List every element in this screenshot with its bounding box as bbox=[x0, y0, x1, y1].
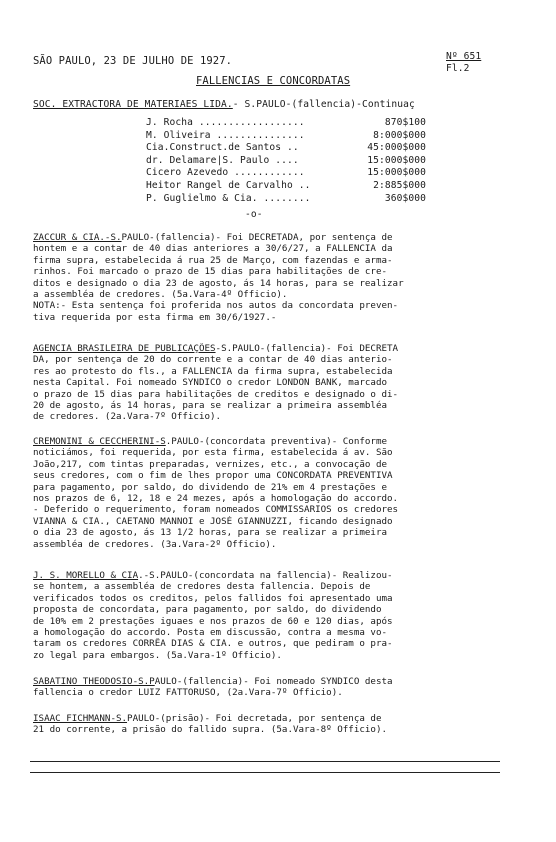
creditor-row bbox=[146, 180, 426, 193]
creditor-name: J. Rocha .................. bbox=[146, 117, 305, 128]
entry-text-line: rinhos. Foi marcado o prazo de 15 dias para habilitações de cre- bbox=[33, 266, 388, 278]
creditor-row bbox=[146, 130, 426, 143]
entry-party-name: ZACCUR & CIA.-S. bbox=[33, 232, 122, 243]
entry-text-line: o dia 23 de agosto, ás 13 1/2 horas, para se realizar a primeira bbox=[33, 527, 388, 539]
sheet-number: Fl.2 bbox=[446, 63, 470, 74]
document-date: SÃO PAULO, 23 DE JULHO DE 1927. bbox=[33, 55, 233, 67]
entry-text-line: fallencia o credor LUIZ FATTORUSO, (2a.Vara-7º Officio). bbox=[33, 687, 343, 699]
entry-paragraph bbox=[33, 570, 503, 661]
creditors-list bbox=[146, 117, 426, 205]
entry-text-line: se hontem, a assembléa de credores desta fallencia. Depois de bbox=[33, 581, 371, 593]
entry-text-line: 21 do corrente, a prisão do fallido supra. (5a.Vara-8º Officio). bbox=[33, 724, 388, 736]
creditor-amount: 15:000$000 bbox=[367, 154, 426, 166]
creditor-amount: 45:000$000 bbox=[367, 142, 426, 154]
entry-party-name: CREMONINI & CECCHERINI-S bbox=[33, 436, 166, 447]
entry-text-line: - Deferido o requerimento, foram nomeados COMMISSARIOS os credores bbox=[33, 504, 399, 516]
entry-heading-rest: -S.PAULO-(fallencia)- Foi DECRETA bbox=[215, 343, 399, 354]
entry-heading-rest: PAULO-(fallencia)- Foi DECRETADA, por sentença de bbox=[121, 232, 393, 243]
entry-heading-line bbox=[33, 676, 503, 687]
creditor-name: Cicero Azevedo ............ bbox=[146, 167, 305, 179]
entry-text-line: ditos e designado o dia 23 de agosto, ás 14 horas, para se realizar bbox=[33, 277, 404, 289]
entry-text-line: VIANNA & CIA., CAETANO MANNOI e JOSÉ GIANNUZZI, ficando designado bbox=[33, 515, 393, 527]
entry-text-line: nesta Capital. Foi nomeado SYNDICO o credor LONDON BANK, marcado bbox=[33, 377, 388, 389]
continuation-entry-heading bbox=[33, 99, 523, 110]
entry-heading-rest: .PAULO-(concordata preventiva)- Conforme bbox=[165, 436, 388, 447]
company-name: SOC. EXTRACTORA DE MATERIAES LIDA. bbox=[33, 99, 233, 110]
entry-text-line: proposta de concordata, para pagamento, por saldo, do dividendo bbox=[33, 604, 382, 616]
entry-heading-rest: AULO-(fallencia)- Foi nomeado SYNDICO desta bbox=[154, 676, 393, 687]
bottom-rule-1 bbox=[30, 761, 500, 762]
entry-text-line: de credores. (2a.Vara-7º Officio). bbox=[33, 411, 222, 423]
entry-text-line: firma supra, estabelecida á rua 25 de Março, com fazendas e arma- bbox=[33, 254, 393, 266]
creditor-name: dr. Delamare|S. Paulo .... bbox=[146, 154, 299, 166]
document-number: Nº 651 bbox=[446, 51, 482, 62]
creditor-amount: 2:885$000 bbox=[373, 179, 426, 191]
section-title: FALLENCIAS E CONCORDATAS bbox=[196, 75, 351, 87]
entry-paragraph bbox=[33, 232, 503, 323]
creditor-amount: 870$100 bbox=[384, 117, 426, 128]
entry-heading-line bbox=[33, 570, 503, 581]
entry-heading-rest: .-S.PAULO-(concordata na fallencia)- Realizou- bbox=[138, 570, 393, 581]
entry-text-line: a assembléa de credores. (5a.Vara-4º Officio). bbox=[33, 289, 288, 301]
creditor-row bbox=[146, 155, 426, 168]
entry-text-line: a homologação do accordo. Posta em discussão, contra a mesma vo- bbox=[33, 627, 388, 639]
separator: -o- bbox=[245, 209, 263, 220]
entry-text-line: DA, por sentença de 20 do corrente e a contar de 40 dias anterio- bbox=[33, 354, 393, 366]
creditor-row bbox=[146, 142, 426, 155]
entry-text-line: nos prazos de 6, 12, 18 e 24 mezes, após a homologação do accordo. bbox=[33, 493, 399, 505]
entry-paragraph bbox=[33, 713, 503, 736]
entry-text-line: noticiámos, foi requerida, por esta firma, estabelecida á av. São bbox=[33, 447, 393, 459]
entry-heading-line bbox=[33, 232, 503, 243]
entry-paragraph bbox=[33, 436, 503, 550]
entry-heading-rest: - S.PAULO-(fallencia)-Continuaç bbox=[232, 99, 415, 110]
creditor-amount: 8:000$000 bbox=[373, 129, 426, 141]
entry-party-name: ISAAC FICHMANN-S. bbox=[33, 713, 128, 724]
creditor-name: Heitor Rangel de Carvalho .. bbox=[146, 179, 311, 191]
entry-text-line: o prazo de 15 dias para habilitações de creditos e designado o di- bbox=[33, 388, 399, 400]
creditor-name: Cia.Construct.de Santos .. bbox=[146, 142, 299, 154]
entry-text-line: NOTA:- Esta sentença foi proferida nos autos da concordata preven- bbox=[33, 300, 399, 312]
creditor-name: M. Oliveira ............... bbox=[146, 129, 305, 141]
entry-paragraph bbox=[33, 343, 503, 423]
entry-party-name: J. S. MORELLO & CIA bbox=[33, 570, 139, 581]
entry-heading-line bbox=[33, 436, 503, 447]
entry-text-line: verificados todos os creditos, pelos fallidos foi apresentado uma bbox=[33, 592, 393, 604]
bottom-rule-2 bbox=[30, 772, 500, 773]
entry-text-line: tiva requerida por esta firma em 30/6/1927.- bbox=[33, 311, 277, 323]
entry-text-line: seus credores, com o fim de lhes propor uma CONCORDATA PREVENTIVA bbox=[33, 470, 393, 482]
creditor-row bbox=[146, 117, 426, 130]
entry-heading-line bbox=[33, 713, 503, 724]
creditor-amount: 15:000$000 bbox=[367, 167, 426, 179]
entry-text-line: zo legal para embargos. (5a.Vara-1º Officio). bbox=[33, 649, 282, 661]
entry-text-line: João,217, com tintas preparadas, vernizes, etc., a convocação de bbox=[33, 458, 388, 470]
creditor-amount: 360$000 bbox=[384, 192, 426, 204]
entry-heading-rest: PAULO-(prisão)- Foi decretada, por sentença de bbox=[127, 713, 382, 724]
entry-heading-line bbox=[33, 343, 503, 354]
entry-paragraph bbox=[33, 676, 503, 699]
creditor-row bbox=[146, 193, 426, 206]
entry-text-line: hontem e a contar de 40 dias anteriores a 30/6/27, a FALLENCIA da bbox=[33, 243, 393, 255]
creditor-row bbox=[146, 167, 426, 180]
entry-text-line: de 10% em 2 prestações iguaes e nos prazos de 60 e 120 dias, após bbox=[33, 615, 393, 627]
entry-text-line: taram os credores CORRÊA DIAS & CIA. e outros, que pediram o pra- bbox=[33, 638, 393, 650]
entry-text-line: res ao protesto do fls., a FALLENCIA da firma supra, estabelecida bbox=[33, 365, 393, 377]
entry-text-line: 20 de agosto, ás 14 horas, para se realizar a primeira assembléa bbox=[33, 400, 388, 412]
entry-text-line: para pagamento, por saldo, do dividendo de 21% em 4 prestações e bbox=[33, 481, 388, 493]
entry-party-name: SABATINO THEODOSIO-S.P bbox=[33, 676, 155, 687]
entry-text-line: assembléa de credores. (3a.Vara-2º Officio). bbox=[33, 538, 277, 550]
creditor-name: P. Guglielmo & Cia. ........ bbox=[146, 192, 311, 204]
entry-party-name: AGENCIA BRASILEIRA DE PUBLICAÇÕES bbox=[33, 343, 216, 354]
